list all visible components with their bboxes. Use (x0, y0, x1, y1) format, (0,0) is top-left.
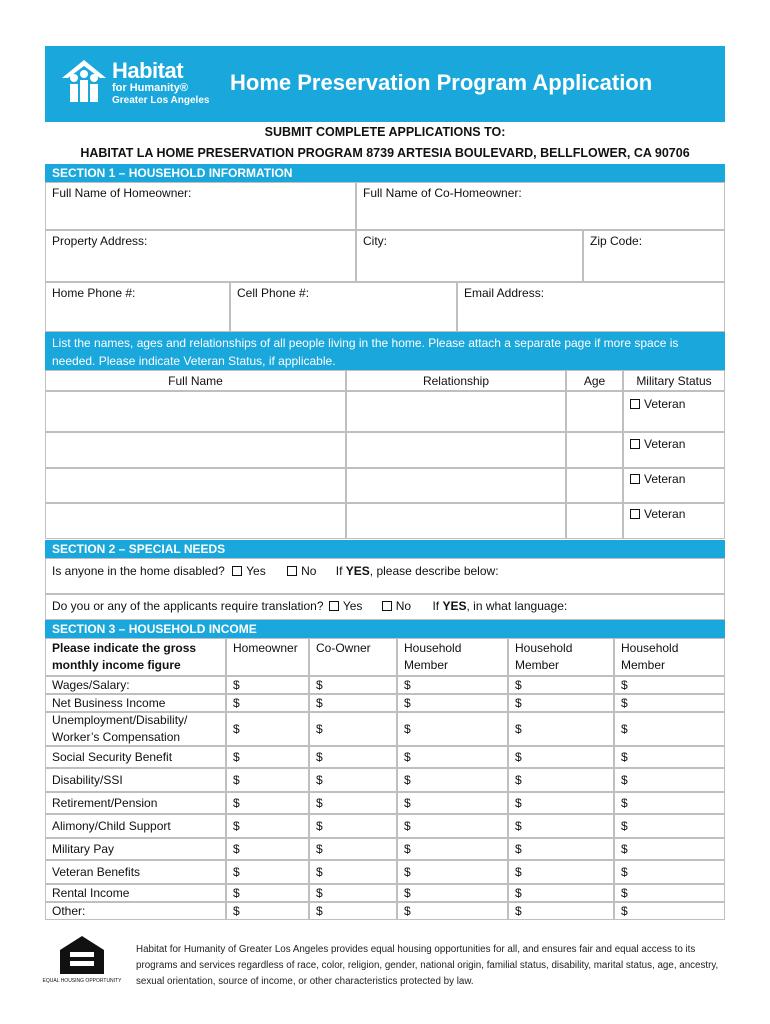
income-amount-input[interactable]: $ (226, 860, 309, 884)
income-amount-input[interactable]: $ (508, 884, 614, 902)
disabled-question: Is anyone in the home disabled? (52, 564, 225, 578)
veteran-label: Veteran (644, 472, 686, 486)
income-row-label: Military Pay (45, 838, 226, 860)
translation-no-checkbox[interactable] (382, 599, 411, 613)
member-name-input[interactable] (45, 503, 346, 539)
income-row-label: Social Security Benefit (45, 746, 226, 768)
income-amount-input[interactable]: $ (397, 902, 508, 920)
describe-label: , please describe below: (369, 564, 499, 578)
yes-label: Yes (342, 599, 363, 613)
equal-housing-icon (42, 934, 122, 986)
checkbox-icon (287, 566, 297, 576)
submit-address: HABITAT LA HOME PRESERVATION PROGRAM 8739 ARTESIA BOULEVARD, BELLFLOWER, CA 90706 (80, 146, 690, 160)
checkbox-icon (630, 439, 640, 449)
habitat-logo (60, 58, 210, 112)
habitat-house-icon (60, 58, 108, 106)
logo-region: Greater Los Angeles (112, 95, 210, 106)
income-amount-input[interactable]: $ (614, 676, 725, 694)
veteran-checkbox[interactable] (623, 391, 725, 432)
income-amount-input[interactable]: $ (226, 902, 309, 920)
household-members-note: List the names, ages and relationships of all people living in the home. Please attach a separate page if more space is needed. Please indicate Veteran Status, if applicable. (45, 332, 725, 370)
section-2-header: SECTION 2 – SPECIAL NEEDS (45, 540, 725, 558)
home-phone-field[interactable] (45, 282, 230, 332)
income-amount-input[interactable]: $ (614, 838, 725, 860)
income-amount-input[interactable]: $ (309, 712, 397, 746)
checkbox-icon (232, 566, 242, 576)
disabled-followup (336, 564, 499, 578)
income-amount-input[interactable]: $ (226, 768, 309, 792)
city-field[interactable] (356, 230, 583, 282)
income-amount-input[interactable]: $ (309, 814, 397, 838)
veteran-checkbox[interactable] (623, 503, 725, 539)
submit-heading: SUBMIT COMPLETE APPLICATIONS TO: (264, 125, 506, 139)
income-amount-input[interactable]: $ (508, 768, 614, 792)
disabled-yes-checkbox[interactable] (232, 564, 266, 578)
homeowner-name-label: Full Name of Homeowner: (52, 186, 192, 200)
no-label: No (395, 599, 412, 613)
checkbox-icon (630, 474, 640, 484)
income-amount-input[interactable]: $ (508, 712, 614, 746)
instructions-line-2: monthly income figure (52, 658, 181, 672)
zip-field[interactable] (583, 230, 725, 282)
income-amount-input[interactable]: $ (397, 814, 508, 838)
income-amount-input[interactable]: $ (226, 792, 309, 814)
col-relationship: Relationship (346, 370, 566, 391)
income-amount-input[interactable]: $ (226, 746, 309, 768)
income-amount-input[interactable]: $ (226, 712, 309, 746)
yes-emphasis: YES (442, 599, 467, 613)
col-military-status: Military Status (623, 370, 725, 391)
income-amount-input[interactable]: $ (397, 838, 508, 860)
property-address-field[interactable] (45, 230, 356, 282)
translation-question: Do you or any of the applicants require translation? (52, 599, 324, 613)
income-amount-input[interactable]: $ (508, 860, 614, 884)
income-amount-input[interactable]: $ (309, 746, 397, 768)
if-label: If (335, 564, 346, 578)
income-row-label: Retirement/Pension (45, 792, 226, 814)
income-amount-input[interactable]: $ (614, 814, 725, 838)
email-field[interactable] (457, 282, 725, 332)
instructions-line-1: Please indicate the gross (52, 641, 197, 655)
member-age-input[interactable] (566, 432, 623, 468)
member-relationship-input[interactable] (346, 468, 566, 503)
income-amount-input[interactable]: $ (226, 694, 309, 712)
income-amount-input[interactable]: $ (614, 792, 725, 814)
income-row-label: Rental Income (45, 884, 226, 902)
income-amount-input[interactable]: $ (226, 814, 309, 838)
income-amount-input[interactable]: $ (614, 746, 725, 768)
income-amount-input[interactable]: $ (309, 792, 397, 814)
income-row-label: Net Business Income (45, 694, 226, 712)
eho-label: EQUAL HOUSING OPPORTUNITY (42, 978, 122, 984)
income-amount-input[interactable]: $ (508, 676, 614, 694)
email-label: Email Address: (464, 286, 545, 300)
income-amount-input[interactable]: $ (397, 676, 508, 694)
veteran-label: Veteran (644, 437, 686, 451)
income-amount-input[interactable]: $ (309, 768, 397, 792)
income-amount-input[interactable]: $ (508, 838, 614, 860)
member-relationship-input[interactable] (346, 391, 566, 432)
page-title: Home Preservation Program Application (230, 70, 653, 95)
income-amount-input[interactable]: $ (226, 838, 309, 860)
disabled-no-checkbox[interactable] (287, 564, 316, 578)
homeowner-name-field[interactable] (45, 182, 356, 230)
income-row-label: Other: (45, 902, 226, 920)
income-amount-input[interactable]: $ (508, 746, 614, 768)
translation-question-row (45, 594, 725, 620)
income-amount-input[interactable]: $ (614, 884, 725, 902)
income-col-2: Co-Owner (309, 638, 397, 676)
income-amount-input[interactable]: $ (397, 860, 508, 884)
income-col-4: Household Member (508, 638, 614, 676)
income-amount-input[interactable]: $ (508, 902, 614, 920)
income-col-5: Household Member (614, 638, 725, 676)
section-3-header: SECTION 3 – HOUSEHOLD INCOME (45, 620, 725, 638)
income-amount-input[interactable]: $ (508, 792, 614, 814)
income-amount-input[interactable]: $ (397, 694, 508, 712)
income-amount-input[interactable]: $ (508, 694, 614, 712)
veteran-label: Veteran (644, 397, 686, 411)
translation-followup (432, 599, 567, 613)
zip-label: Zip Code: (590, 234, 643, 248)
logo-subline: for Humanity® (112, 82, 188, 94)
checkbox-icon (630, 509, 640, 519)
checkbox-icon (630, 399, 640, 409)
no-label: No (301, 564, 317, 578)
cell-phone-label: Cell Phone #: (237, 286, 310, 300)
cohomeowner-name-label: Full Name of Co-Homeowner: (363, 186, 522, 200)
member-relationship-input[interactable] (346, 503, 566, 539)
income-amount-input[interactable]: $ (614, 694, 725, 712)
income-row-label: Veteran Benefits (45, 860, 226, 884)
income-row-label: Unemployment/Disability/ Worker’s Compensation (45, 712, 226, 746)
income-col-1: Homeowner (226, 638, 309, 676)
income-col-3: Household Member (397, 638, 508, 676)
income-amount-input[interactable]: $ (309, 860, 397, 884)
income-amount-input[interactable]: $ (614, 712, 725, 746)
home-phone-label: Home Phone #: (52, 286, 136, 300)
member-name-input[interactable] (45, 391, 346, 432)
member-name-input[interactable] (45, 432, 346, 468)
member-age-input[interactable] (566, 503, 623, 539)
member-name-input[interactable] (45, 468, 346, 503)
income-amount-input[interactable]: $ (309, 902, 397, 920)
footer-disclaimer: Habitat for Humanity of Greater Los Angeles provides equal housing opportunities for all, and ensures fair and equal access to its programs and services regardless of race, color, religion, gender, national origin, familial status, disability, marital status, age, ancestry, sexual orientation, source of income, or other characteristics protected by law. (136, 944, 719, 987)
income-amount-input[interactable]: $ (397, 746, 508, 768)
income-amount-input[interactable]: $ (614, 768, 725, 792)
veteran-checkbox[interactable] (623, 432, 725, 468)
income-amount-input[interactable]: $ (397, 884, 508, 902)
income-amount-input[interactable]: $ (614, 902, 725, 920)
income-amount-input[interactable]: $ (397, 792, 508, 814)
col-full-name: Full Name (45, 370, 346, 391)
income-amount-input[interactable]: $ (309, 676, 397, 694)
yes-emphasis: YES (345, 564, 370, 578)
language-label: , in what language: (466, 599, 568, 613)
cohomeowner-name-field[interactable] (356, 182, 725, 230)
income-row-label: Alimony/Child Support (45, 814, 226, 838)
member-age-input[interactable] (566, 468, 623, 503)
disabled-question-row (45, 558, 725, 594)
veteran-label: Veteran (644, 507, 686, 521)
section-1-header: SECTION 1 – HOUSEHOLD INFORMATION (45, 164, 725, 182)
income-row-label: Disability/SSI (45, 768, 226, 792)
member-relationship-input[interactable] (346, 432, 566, 468)
income-instructions (45, 638, 226, 676)
income-amount-input[interactable]: $ (226, 676, 309, 694)
income-amount-input[interactable]: $ (397, 768, 508, 792)
veteran-checkbox[interactable] (623, 468, 725, 503)
checkbox-icon (382, 601, 392, 611)
yes-label: Yes (246, 564, 266, 578)
checkbox-icon (329, 601, 339, 611)
income-amount-input[interactable]: $ (226, 884, 309, 902)
income-amount-input[interactable]: $ (508, 814, 614, 838)
translation-yes-checkbox[interactable] (329, 599, 363, 613)
col-age: Age (566, 370, 623, 391)
income-amount-input[interactable]: $ (614, 860, 725, 884)
member-age-input[interactable] (566, 391, 623, 432)
income-amount-input[interactable]: $ (397, 712, 508, 746)
income-amount-input[interactable]: $ (309, 694, 397, 712)
city-label: City: (363, 234, 387, 248)
logo-word: Habitat (112, 58, 184, 83)
income-amount-input[interactable]: $ (309, 884, 397, 902)
income-amount-input[interactable]: $ (309, 838, 397, 860)
cell-phone-field[interactable] (230, 282, 457, 332)
if-label: If (432, 599, 443, 613)
property-address-label: Property Address: (52, 234, 148, 248)
income-row-label: Wages/Salary: (45, 676, 226, 694)
